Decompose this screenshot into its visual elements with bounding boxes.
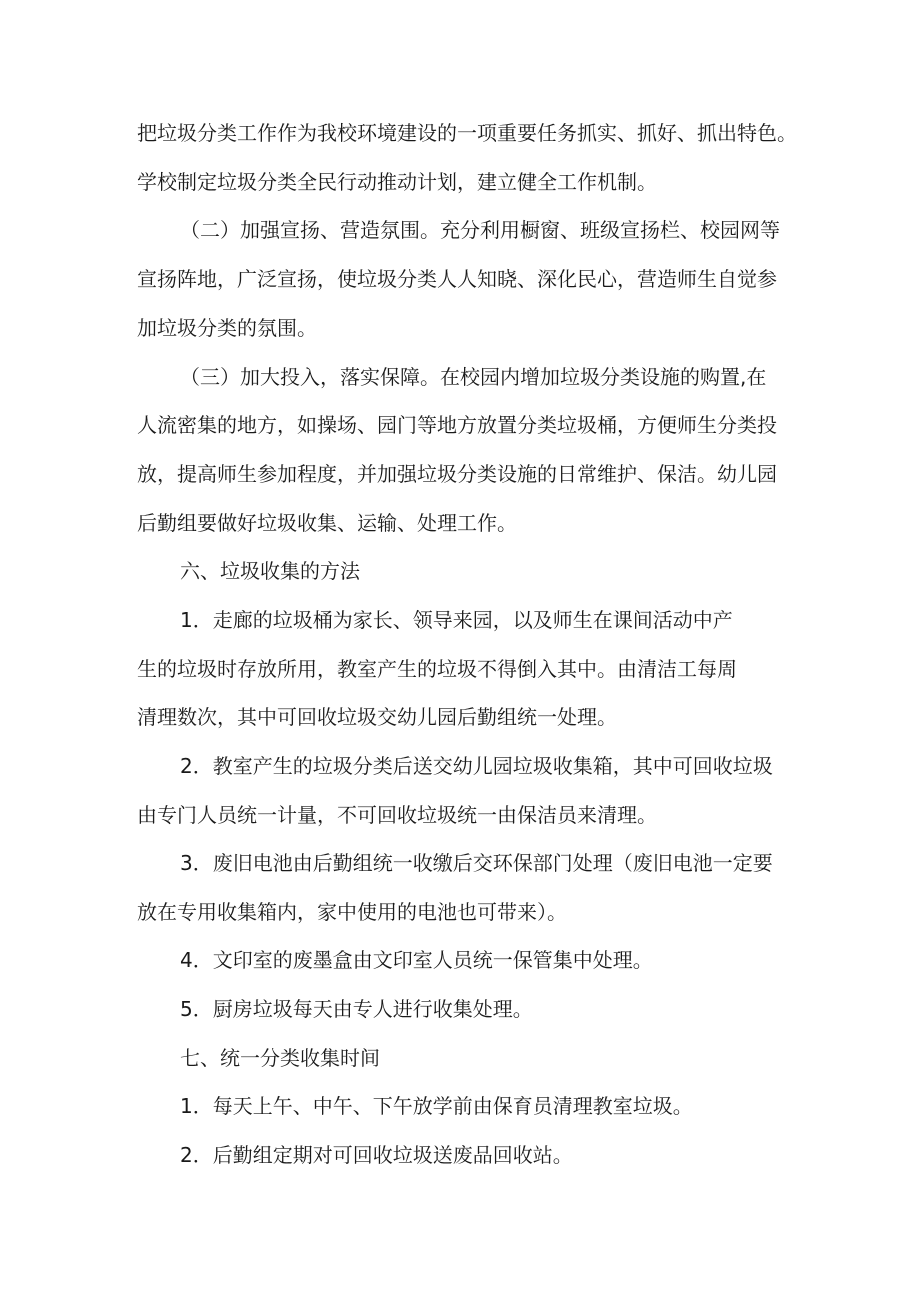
paragraph-line: 放，提高师生参加程度，并加强垃圾分类设施的日常维护、保洁。幼儿园 bbox=[137, 462, 777, 486]
list-item-line: 清理数次，其中可回收垃圾交幼儿园后勤组统一处理。 bbox=[137, 705, 617, 729]
section-heading: 七、统一分类收集时间 bbox=[180, 1046, 380, 1070]
paragraph-line: 后勤组要做好垃圾收集、运输、处理工作。 bbox=[137, 511, 517, 535]
list-item-line: 2．教室产生的垃圾分类后送交幼儿园垃圾收集箱，其中可回收垃圾 bbox=[180, 754, 773, 778]
list-item-line: 3．废旧电池由后勤组统一收缴后交环保部门处理（废旧电池一定要 bbox=[180, 851, 773, 875]
list-item-line: 放在专用收集箱内，家中使用的电池也可带来）。 bbox=[137, 900, 567, 924]
list-item-line: 1．每天上午、中午、下午放学前由保育员清理教室垃圾。 bbox=[180, 1094, 693, 1118]
section-heading: 六、垃圾收集的方法 bbox=[180, 559, 360, 583]
paragraph-line: 宣扬阵地，广泛宣扬，使垃圾分类人人知晓、深化民心，营造师生自觉参 bbox=[137, 267, 777, 291]
list-item-line: 4．文印室的废墨盒由文印室人员统一保管集中处理。 bbox=[180, 948, 653, 972]
paragraph-line: 把垃圾分类工作作为我校环境建设的一项重要任务抓实、抓好、抓出特色。 bbox=[137, 121, 797, 145]
paragraph-line: 学校制定垃圾分类全民行动推动计划，建立健全工作机制。 bbox=[137, 170, 657, 194]
paragraph-line: （二）加强宣扬、营造氛围。充分利用橱窗、班级宣扬栏、校园网等 bbox=[180, 218, 780, 242]
list-item-line: 1．走廊的垃圾桶为家长、领导来园，以及师生在课间活动中产 bbox=[180, 608, 733, 632]
list-item-line: 2．后勤组定期对可回收垃圾送废品回收站。 bbox=[180, 1143, 573, 1167]
list-item-line: 5．厨房垃圾每天由专人进行收集处理。 bbox=[180, 997, 533, 1021]
list-item-line: 由专门人员统一计量，不可回收垃圾统一由保洁员来清理。 bbox=[137, 803, 657, 827]
paragraph-line: 人流密集的地方，如操场、园门等地方放置分类垃圾桶，方便师生分类投 bbox=[137, 413, 777, 437]
paragraph-line: 加垃圾分类的氛围。 bbox=[137, 316, 317, 340]
list-item-line: 生的垃圾时存放所用，教室产生的垃圾不得倒入其中。由清洁工每周 bbox=[137, 657, 737, 681]
paragraph-line: （三）加大投入，落实保障。在校园内增加垃圾分类设施的购置,在 bbox=[180, 365, 767, 389]
